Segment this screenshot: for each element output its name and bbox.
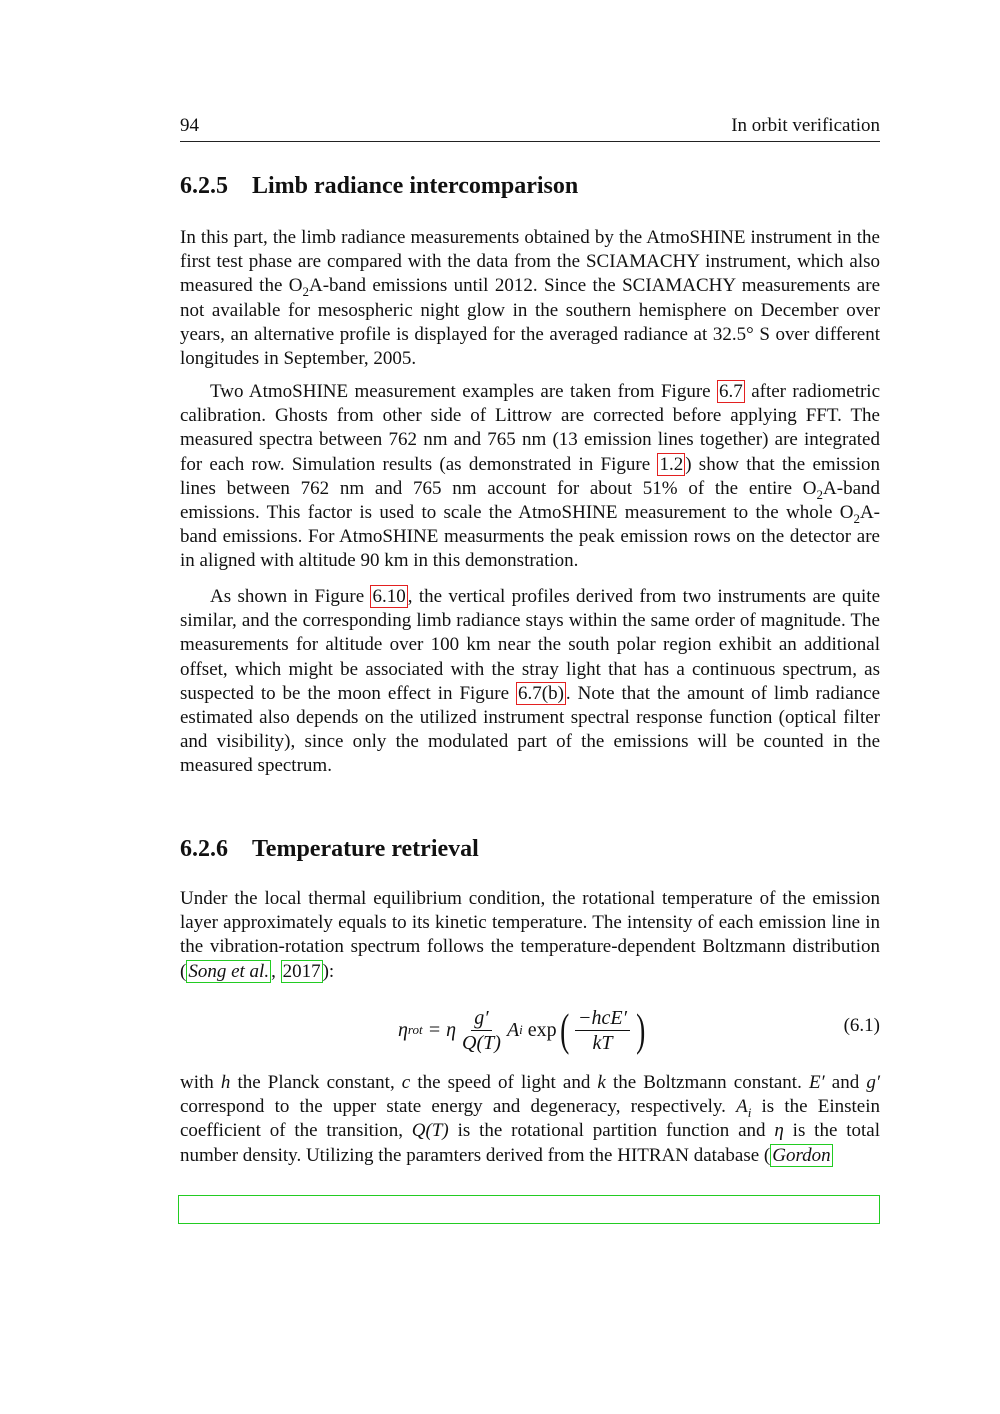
running-title: In orbit verification [731,115,880,136]
citation-song[interactable]: Song et al. [188,960,270,982]
citation-year[interactable]: 2017 [282,960,321,982]
fraction-exponent: $\frac{\text{−hcE′}}{kT}$ [575,1006,630,1055]
section-title-text: Temperature retrieval [252,836,479,862]
section-title-text: Limb radiance intercomparison [252,173,579,199]
section-heading-6-2-6 [180,835,479,863]
section-number: 6.2.5 [180,173,228,199]
figure-ref-6-7[interactable]: 6.7 [719,381,743,402]
section-number: 6.2.6 [180,836,228,862]
figure-ref-6-7b[interactable]: 6.7(b) [518,682,564,704]
equation-number: (6.1) [843,1015,880,1036]
paragraph-vertical-profiles: As shown in Figure 6.10 , the vertical profiles derived from two instruments are quite similar, and the corresponding limb radiance stays within the same order of magnitude. The measurements for altitude over 100 km near the south polar region exhibit an additional offset, which might be associated with the stray light that has a continuous spectrum, as suspected to be the moon effect in Figure 6.7(b) . Note that the amount of limb radiance estimated also depends on the utilized instrument spectral response function (optical filter and visibility), since only the modulated part of the emissions will be counted in the measured spectrum. [180,586,881,777]
equation-body: η rot = η $\frac{g'}{Q(T)}$ A i exp ( $\frac{\text{−hcE′}}{kT}$ ) [398,1004,646,1055]
paragraph-symbols: with h the Planck constant, c the speed of light and k the Boltzmann constant. E′ and g′ correspond to the upper state energy and degeneracy, respectively. $A_i$ is the Einstein coefficient of the transition, Q(T) is the rotational partition function and η is the total number density. Utilizing the paramters derived from the HITRAN database ( Gordon [180,1072,880,1166]
figure-ref-6-10[interactable]: 6.10 [372,586,406,607]
running-header [180,115,880,142]
paragraph-lte: Under the local thermal equilibrium condition, the rotational temperature of the emission layer approximately equals to its kinetic temperature. The intensity of each emission line in the vibration-rotation spectrum follows the temperature-dependent Boltzmann distribution ( Song et al. , 2017 ): [180,888,880,982]
paragraph-limb-intro: In this part, the limb radiance measurements obtained by the AtmoSHINE instrument in the first test phase are compared with the data from the SCIAMACHY instrument, which also measured the $O_2A$-band emissions until 2012. Since the SCIAMACHY measurements are not available for mesospheric night glow in the southern hemisphere on December over years, an alternative profile is displayed for the averaged radiance at 32.5° S over different longitudes in September, 2005. [180,227,881,370]
equation-6-1 [180,998,880,1060]
section-heading-6-2-5 [180,172,578,200]
citation-gordon[interactable]: Gordon [772,1144,831,1166]
paragraph-measurement-examples: Two AtmoSHINE measurement examples are taken from Figure 6.7 after radiometric calibration. Ghosts from other side of Littrow are corrected before applying FFT. The measured spectra between 762 nm and 765 nm (13 emission lines together) are integrated for each row. Simulation results (as demonstrated in Figure 1.2 ) show that the emission lines between 762 nm and 765 nm account for about 51% of the entire $O_2A$-band emissions. This factor is used to scale the AtmoSHINE measurement to the whole $O_2A$-band emissions. For AtmoSHINE measurments the peak emission rows on the detector are in aligned with altitude 90 km in this demonstration. [180,381,881,572]
figure-ref-1-2[interactable]: 1.2 [659,453,684,475]
fraction-degeneracy: $\frac{g'}{Q(T)}$ [462,1006,501,1054]
page-number: 94 [180,115,199,136]
citation-link-box[interactable] [178,1195,880,1224]
